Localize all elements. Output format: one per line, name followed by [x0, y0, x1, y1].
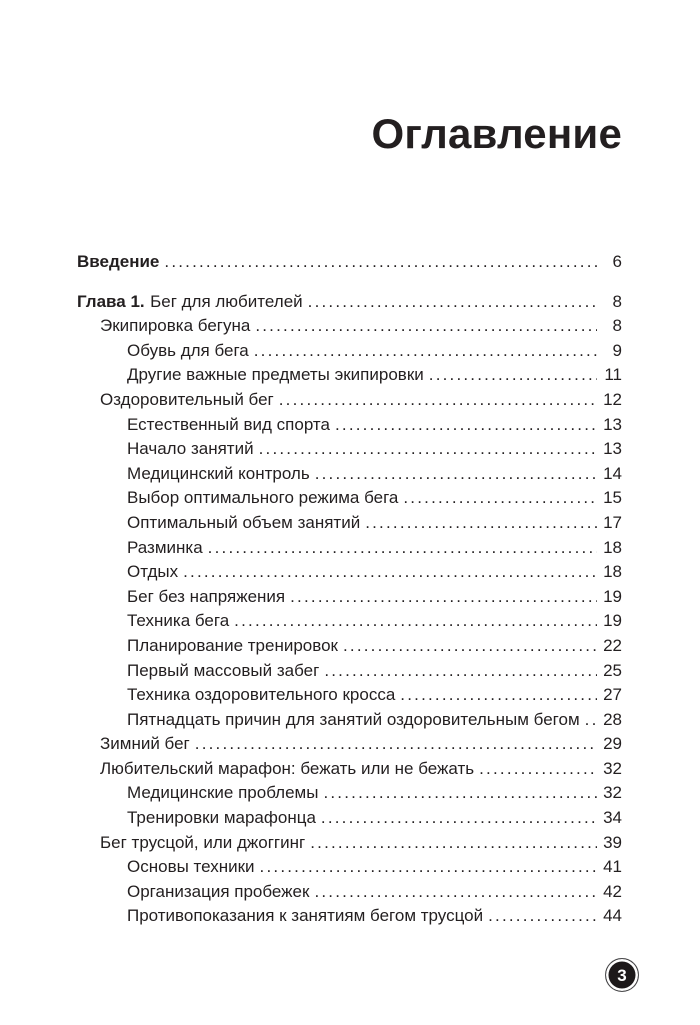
dot-leader — [403, 486, 597, 511]
dot-leader — [183, 560, 597, 585]
dot-leader — [323, 781, 597, 806]
toc-entry — [77, 781, 622, 806]
dot-leader — [335, 413, 597, 438]
toc-entry-page: 17 — [603, 512, 622, 532]
toc-entry-page: 9 — [612, 340, 622, 360]
toc-entry — [77, 314, 622, 339]
toc-entry-label: Начало занятий — [127, 439, 254, 459]
toc-entry — [77, 732, 622, 757]
toc-entry — [77, 708, 622, 733]
toc-entry — [77, 880, 622, 905]
dot-leader — [279, 388, 597, 413]
toc-entry — [77, 536, 622, 561]
dot-leader — [208, 536, 597, 561]
toc-entry — [77, 904, 622, 929]
toc-entry-page: 22 — [603, 635, 622, 655]
dot-leader — [321, 806, 597, 831]
toc-entry-page: 6 — [612, 252, 622, 271]
toc-entry-label: Введение — [77, 252, 160, 271]
toc-entry-page: 42 — [603, 881, 622, 901]
dot-leader — [343, 634, 597, 659]
toc-entry-page: 32 — [603, 758, 622, 778]
dot-leader — [290, 585, 597, 610]
toc-entry-page: 8 — [612, 316, 622, 336]
dot-leader — [310, 831, 597, 856]
toc-entry-label: Любительский марафон: бежать или не бежать — [100, 758, 475, 778]
dot-leader — [234, 609, 597, 634]
toc-entry-page: 12 — [603, 389, 622, 409]
toc-entry-page: 39 — [603, 832, 622, 852]
dot-leader — [255, 314, 597, 339]
dot-leader — [164, 250, 597, 275]
toc-list — [77, 250, 622, 929]
toc-entry — [77, 855, 622, 880]
toc-entry-page: 13 — [603, 439, 622, 459]
toc-entry-label: Бег без напряжения — [127, 586, 286, 606]
toc-entry — [77, 339, 622, 364]
dot-leader — [195, 732, 597, 757]
toc-entry — [77, 363, 622, 388]
toc-entry — [77, 462, 622, 487]
toc-entry-page: 44 — [603, 906, 622, 926]
dot-leader — [260, 855, 597, 880]
dot-leader — [429, 363, 597, 388]
toc-entry-label: Основы техники — [127, 857, 255, 877]
toc-entry-label: Противопоказания к занятиям бегом трусцой — [127, 906, 484, 926]
toc-entry-page: 32 — [603, 783, 622, 803]
dot-leader — [308, 290, 597, 315]
toc-entry-label: Разминка — [127, 537, 203, 557]
toc-entry — [77, 831, 622, 856]
toc-entry-label: Обувь для бега — [127, 340, 249, 360]
toc-entry-page: 18 — [603, 562, 622, 582]
toc-entry-page: 34 — [603, 808, 622, 828]
toc-entry — [77, 437, 622, 462]
dot-leader — [315, 462, 597, 487]
toc-entry-label: Бег трусцой, или джоггинг — [100, 832, 306, 852]
dot-leader — [259, 437, 597, 462]
dot-leader — [365, 511, 597, 536]
dot-leader — [585, 708, 597, 733]
toc-entry — [77, 683, 622, 708]
toc-entry-label: Оздоровительный бег — [100, 389, 274, 409]
toc-entry — [77, 806, 622, 831]
toc-entry-label: Естественный вид спорта — [127, 414, 330, 434]
dot-leader — [254, 339, 597, 364]
toc-entry-page: 11 — [604, 365, 622, 385]
toc-entry-page: 19 — [603, 611, 622, 631]
toc-entry-chapter-prefix: Глава 1. — [77, 291, 145, 311]
toc-entry-page: 41 — [603, 857, 622, 877]
toc-entry-label: Другие важные предметы экипировки — [127, 365, 424, 385]
toc-entry-label: Первый массовый забег — [127, 660, 320, 680]
toc-entry — [77, 609, 622, 634]
toc-entry — [77, 486, 622, 511]
toc-entry-page: 29 — [603, 734, 622, 754]
toc-entry-label: Зимний бег — [100, 734, 190, 754]
toc-entry-page: 18 — [603, 537, 622, 557]
toc-entry-page: 13 — [603, 414, 622, 434]
toc-entry — [77, 634, 622, 659]
toc-entry-label: Техника бега — [127, 611, 230, 631]
toc-entry-label: Планирование тренировок — [127, 635, 338, 655]
toc-entry-label: Тренировки марафонца — [127, 808, 316, 828]
toc-entry — [77, 250, 622, 275]
toc-entry-label: Техника оздоровительного кросса — [127, 685, 396, 705]
dot-leader — [314, 880, 597, 905]
toc-entry-label: Медицинский контроль — [127, 463, 310, 483]
toc-entry — [77, 511, 622, 536]
dot-leader — [400, 683, 597, 708]
toc-entry-label: Отдых — [127, 562, 179, 582]
toc-entry-label: Медицинские проблемы — [127, 783, 319, 803]
toc-entry-label: Выбор оптимального режима бега — [127, 488, 399, 508]
page-number: 3 — [617, 965, 627, 985]
toc-entry-label: Организация пробежек — [127, 881, 310, 901]
toc-entry-label: Оптимальный объем занятий — [127, 512, 361, 532]
toc-entry-page: 27 — [603, 685, 622, 705]
toc-entry — [77, 757, 622, 782]
toc-entry — [77, 290, 622, 315]
toc-entry-page: 15 — [603, 488, 622, 508]
toc-entry-label: Пятнадцать причин для занятий оздоровительным бегом — [127, 709, 580, 729]
toc-entry-page: 19 — [603, 586, 622, 606]
dot-leader — [488, 904, 597, 929]
toc-entry-page: 28 — [603, 709, 622, 729]
toc-entry-label: Экипировка бегуна — [100, 316, 251, 336]
toc-entry-page: 14 — [603, 463, 622, 483]
toc-entry-page: 25 — [603, 660, 622, 680]
toc-entry-page: 8 — [612, 291, 622, 311]
toc-entry — [77, 560, 622, 585]
page-number-badge — [605, 958, 639, 992]
toc-entry — [77, 388, 622, 413]
toc-entry — [77, 413, 622, 438]
page-title: Оглавление — [371, 110, 622, 157]
dot-leader — [479, 757, 597, 782]
toc-entry — [77, 659, 622, 684]
toc-entry-label: Бег для любителей — [150, 291, 303, 311]
dot-leader — [324, 659, 597, 684]
toc-entry — [77, 585, 622, 610]
